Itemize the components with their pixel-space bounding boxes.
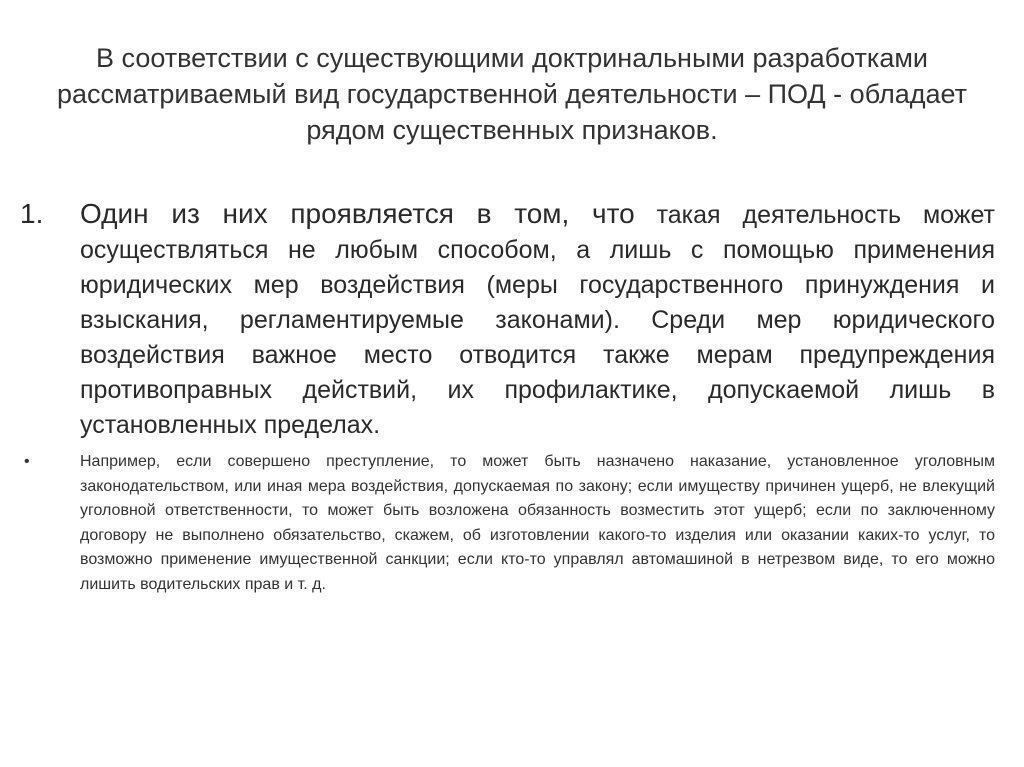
- list-item-body: [80, 196, 995, 443]
- bullet-item-text: Например, если совершено преступление, то может быть назначено наказание, установленное уголовным законодательством, или иная мера воздействия, допускаемая по закону; если имуществу причинен ущерб, не влекущий уголовной ответственности, то может быть возложена обязанность возместить этот ущерб; если по заключенному договору не выполнено обязательство, скажем, об изготовлении какого-то изделия или оказании каких-то услуг, то возможно применение имущественной санкции; если кто-то управлял автомашиной в нетрезвом виде, то его можно лишить водительских прав и т. д.: [80, 453, 995, 593]
- slide-title: В соответствии с существующими доктринальными разработками рассматриваемый вид государственной деятельности – ПОД - обладает рядом существенных признаков.: [57, 43, 967, 145]
- list-item-text: такая деятельность может осуществляться не любым способом, а лишь с помощью применения юридических мер воздействия (меры государственного принуждения и взыскания, регламентируемые законами). Среди мер юридического воздействия важное место отводится также мерам предупреждения противоправных действий, их профилактике, допускаемой лишь в установленных пределах.: [80, 201, 995, 439]
- list-item-number: 1.: [20, 198, 44, 229]
- list-item-lead: Один из них проявляется в том, что: [80, 198, 635, 229]
- bullet-icon: •: [24, 453, 30, 470]
